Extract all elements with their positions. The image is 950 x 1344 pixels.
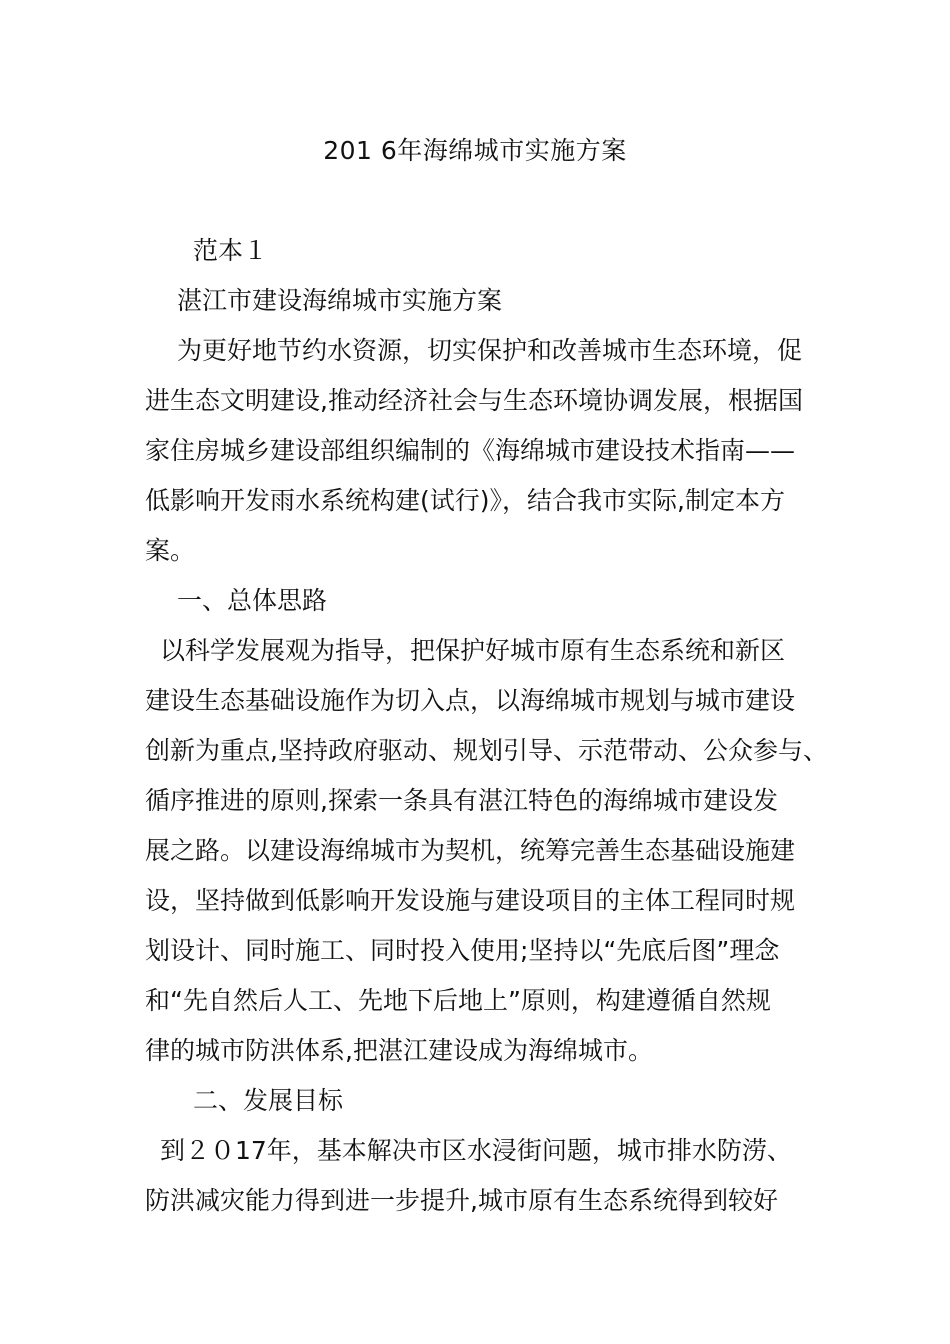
intro-line: 案。 xyxy=(145,536,196,565)
intro-line: 为更好地节约水资源，切实保护和改善城市生态环境，促 xyxy=(177,336,803,365)
intro-line: 低影响开发雨水系统构建(试行)》，结合我市实际,制定本方 xyxy=(145,486,785,515)
sample-label: 范本１ xyxy=(193,236,269,265)
paragraph-line: 展之路。以建设海绵城市为契机，统筹完善生态基础设施建 xyxy=(145,836,796,865)
paragraph-line: 以科学发展观为指导，把保护好城市原有生态系统和新区 xyxy=(160,636,786,665)
paragraph-line: 律的城市防洪体系,把湛江建设成为海绵城市。 xyxy=(145,1036,653,1065)
paragraph-line: 设，坚持做到低影响开发设施与建设项目的主体工程同时规 xyxy=(145,886,796,915)
paragraph-line: 划设计、同时施工、同时投入使用;坚持以“先底后图”理念 xyxy=(145,936,780,965)
section-heading: 一、总体思路 xyxy=(177,586,328,615)
paragraph-line: 和“先自然后人工、先地下后地上”原则，构建遵循自然规 xyxy=(145,986,771,1015)
paragraph-line: 到２０17年，基本解决市区水浸街问题，城市排水防涝、 xyxy=(160,1136,792,1165)
document-title: 201 6年海绵城市实施方案 xyxy=(323,136,627,165)
paragraph-line: 循序推进的原则,探索一条具有湛江特色的海绵城市建设发 xyxy=(145,786,778,815)
document-subtitle: 湛江市建设海绵城市实施方案 xyxy=(177,286,503,315)
paragraph-line: 创新为重点,坚持政府驱动、规划引导、示范带动、公众参与、 xyxy=(145,736,828,765)
section-heading: 二、发展目标 xyxy=(193,1086,344,1115)
intro-line: 家住房城乡建设部组织编制的《海绵城市建设技术指南—— xyxy=(145,436,796,465)
intro-line: 进生态文明建设,推动经济社会与生态环境协调发展，根据国 xyxy=(145,386,803,415)
paragraph-line: 建设生态基础设施作为切入点，以海绵城市规划与城市建设 xyxy=(145,686,796,715)
paragraph-line: 防洪减灾能力得到进一步提升,城市原有生态系统得到较好 xyxy=(145,1186,778,1215)
